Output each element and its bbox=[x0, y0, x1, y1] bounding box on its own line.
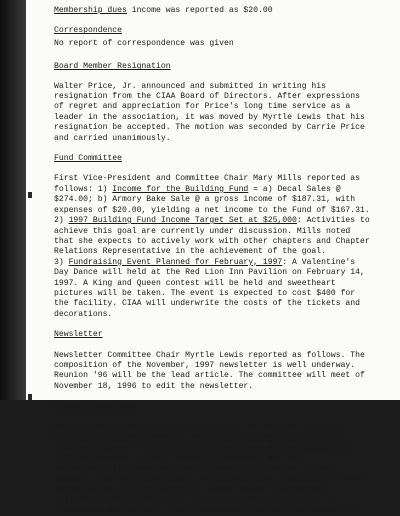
paragraph-line: Relations Representative in the achievement of the goal. bbox=[54, 247, 326, 257]
chapter-relations-paragraph bbox=[54, 423, 389, 516]
text-run: : Activities to bbox=[296, 216, 370, 226]
hole-punch-mark bbox=[28, 394, 32, 400]
paragraph-line: enthusiastically endorsed moving ahead to organize a local bbox=[54, 464, 336, 474]
fund-committee-paragraph bbox=[54, 174, 389, 320]
paragraph-line: resignation from the CIAA Board of Directors. After expressions bbox=[54, 92, 360, 102]
paragraph-line: chapter. They were provided a briefing on the organizing process, bbox=[54, 474, 370, 484]
paragraph-line: Walter Price, Jr. announced and submitted in writing his bbox=[54, 81, 326, 91]
paragraph-line: of regret and appreciation for Price's long time service as a bbox=[54, 102, 351, 112]
paragraph-line: November 18, 1996 to edit the newsletter. bbox=[54, 381, 254, 391]
paragraph-line: composition of the November, 1997 newsletter is well underway. bbox=[54, 360, 356, 370]
paragraph-line bbox=[54, 454, 389, 464]
underlined-topic: Marva bbox=[321, 422, 346, 432]
chapter-relations-heading: Chapter Relations bbox=[54, 402, 137, 412]
paragraph-line bbox=[54, 216, 389, 226]
text-run: : A Valentine's bbox=[282, 257, 356, 267]
text-run: Chapter Relations Chair Curtis Tolliver as follows: 1) bbox=[54, 422, 322, 432]
paragraph-line: 1997. A King and Queen contest will be held and sweetheart bbox=[54, 278, 336, 288]
paragraph-line: supported by written materials. Eaves opened the meeting. bbox=[54, 485, 331, 495]
paragraph-line: First Vice-President and Committee Chair Mary Mills reported as bbox=[54, 174, 360, 184]
text-run: follows: 1) bbox=[54, 184, 113, 194]
correspondence-body: No report of correspondence was given bbox=[54, 38, 234, 48]
document-page bbox=[26, 0, 400, 515]
newsletter-heading: Newsletter bbox=[54, 330, 103, 340]
membership-dues-lead: Membership dues bbox=[54, 6, 127, 15]
paragraph-line: Day Dance will held at the Red Lion Inn Pavilion on February 14, bbox=[54, 268, 365, 278]
paragraph-line: Newsletter Committee Chair Myrtle Lewis reported as follows. The bbox=[54, 350, 365, 360]
paragraph-line: expenses of $20.00, yielding a net income to the Fund of $167.31. bbox=[54, 205, 370, 215]
resignation-paragraph bbox=[54, 82, 389, 144]
paragraph-line: attendance was Carter. The organizing group will be headed by bbox=[54, 505, 356, 515]
paragraph-line bbox=[54, 423, 389, 433]
paragraph-line: pictures will be taken. The event is expected to cost $400 for bbox=[54, 288, 356, 298]
underlined-topic: 1996 bbox=[54, 453, 74, 463]
paragraph-line: that she expects to actively work with other chapters and Chapter bbox=[54, 236, 370, 246]
membership-dues-line bbox=[54, 6, 389, 16]
hole-punch-mark bbox=[28, 192, 32, 198]
underlined-topic: Income for the Building Fund bbox=[112, 184, 249, 194]
paragraph-line: Battle Taylor has agreed to serve CIAA as the Elliston area bbox=[54, 433, 341, 442]
text-run: 2) bbox=[54, 216, 69, 226]
paragraph-line: the facility. CIAA will underwrite the costs of the tickets and bbox=[54, 299, 360, 309]
fund-committee-heading: Fund Committee bbox=[54, 154, 122, 164]
paragraph-line bbox=[54, 185, 389, 195]
newsletter-paragraph bbox=[54, 351, 389, 393]
text-run: 3) bbox=[54, 257, 69, 267]
binding-edge bbox=[0, 0, 26, 400]
underlined-topic: representative bbox=[54, 443, 122, 453]
minutes-text bbox=[54, 6, 389, 516]
resignation-heading: Board Member Resignation bbox=[54, 62, 171, 72]
paragraph-line bbox=[54, 443, 389, 453]
underlined-topic: Fundraising Event Planned for February, 1997 bbox=[68, 257, 283, 267]
underlined-topic: 1997 Building Fund Income Target Set at $25,000 bbox=[68, 216, 297, 226]
paragraph-line: resignation be accepted. The motion was seconded by Carrie Price bbox=[54, 123, 365, 133]
text-run: = a) Decal Sales @ bbox=[248, 184, 341, 194]
paragraph-line: leader in the association, it was moved by Myrtle Lewis that his bbox=[54, 112, 365, 122]
paragraph-line: decorations. bbox=[54, 309, 113, 319]
text-run: . 2) bbox=[122, 443, 147, 453]
paragraph-line bbox=[54, 258, 389, 268]
paragraph-line: and carried unanimously. bbox=[54, 133, 171, 143]
membership-dues-text: income was reported as $20.00 bbox=[126, 6, 273, 15]
underlined-topic: Roanoke Organizing Group met on October 17, bbox=[146, 443, 356, 453]
text-run: as planned. A small group of Roanokers met and bbox=[73, 453, 302, 463]
paragraph-line: Reunion '96 will be the lead article. The committee will meet of bbox=[54, 371, 365, 381]
paragraph-line: Tolliver briefed the group, distributed materials. Also in bbox=[54, 495, 336, 505]
correspondence-heading: Correspondence bbox=[54, 26, 122, 36]
paragraph-line: $274.00; b) Armory Bake Sale @ a gross income of $187.31, with bbox=[54, 195, 356, 205]
paragraph-line: achieve this goal are currently under discussion. Mills noted bbox=[54, 226, 351, 236]
